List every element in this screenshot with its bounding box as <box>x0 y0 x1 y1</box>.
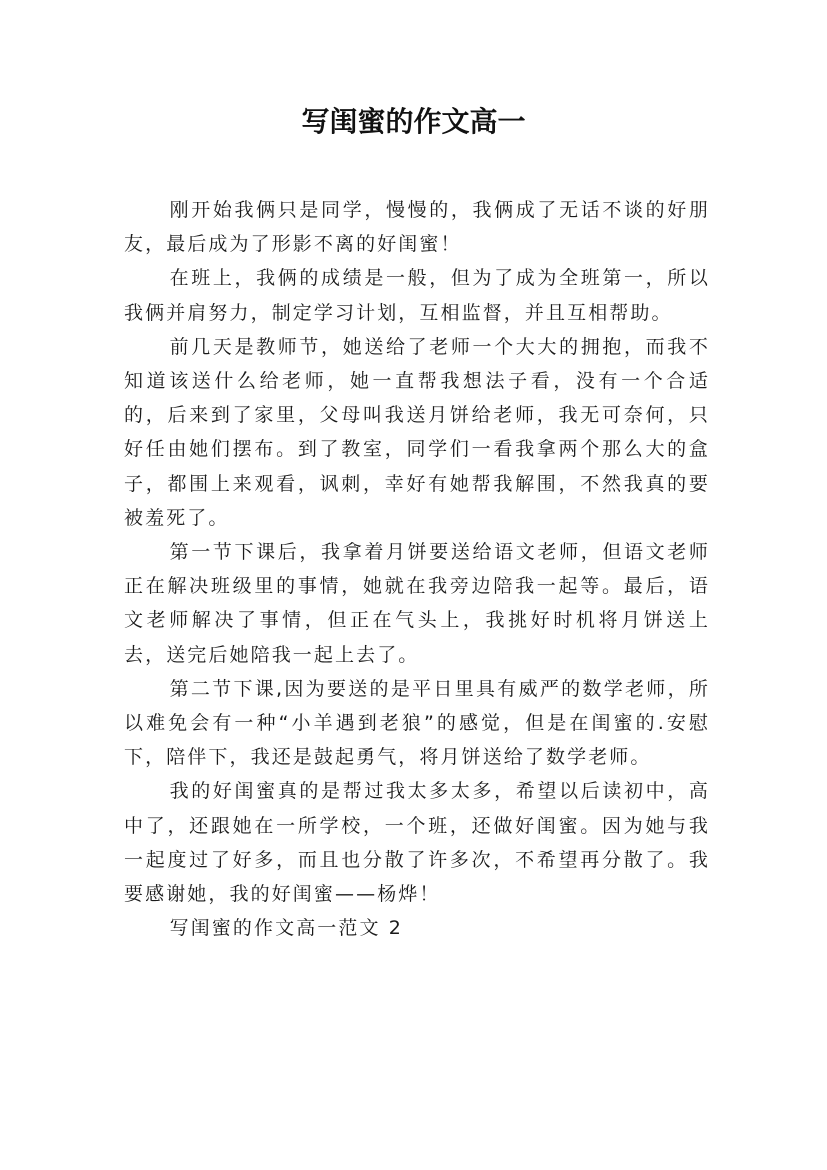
paragraph: 我的好闺蜜真的是帮过我太多太多，希望以后读初中，高中了，还跟她在一所学校，一个班，还做好闺蜜。因为她与我一起度过了好多，而且也分散了许多次，不希望再分散了。我要感谢她，我的好闺蜜——杨烨！ <box>124 780 710 906</box>
paragraph: 刚开始我俩只是同学，慢慢的，我俩成了无话不谈的好朋友，最后成为了形影不离的好闺蜜！ <box>124 199 710 256</box>
paragraph: 前几天是教师节，她送给了老师一个大大的拥抱，而我不知道该送什么给老师，她一直帮我想法子看，没有一个合适的，后来到了家里，父母叫我送月饼给老师，我无可奈何，只好任由她们摆布。到了教室，同学们一看我拿两个那么大的盒子，都围上来观看，讽刺，幸好有她帮我解围，不然我真的要被羞死了。 <box>124 335 710 529</box>
paragraph: 第二节下课,因为要送的是平日里具有威严的数学老师，所以难免会有一种“小羊遇到老狼”的感觉，但是在闺蜜的.安慰下，陪伴下，我还是鼓起勇气，将月饼送给了数学老师。 <box>124 677 710 769</box>
paragraph: 第一节下课后，我拿着月饼要送给语文老师，但语文老师正在解决班级里的事情，她就在我旁边陪我一起等。最后，语文老师解决了事情，但正在气头上，我挑好时机将月饼送上去，送完后她陪我一起上去了。 <box>124 541 710 666</box>
paragraph: 在班上，我俩的成绩是一般，但为了成为全班第一，所以我俩并肩努力，制定学习计划，互相监督，并且互相帮助。 <box>124 267 710 324</box>
section-heading: 写闺蜜的作文高一范文 2 <box>169 917 403 940</box>
document-title: 写闺蜜的作文高一 <box>301 105 526 138</box>
document-body <box>124 193 710 945</box>
